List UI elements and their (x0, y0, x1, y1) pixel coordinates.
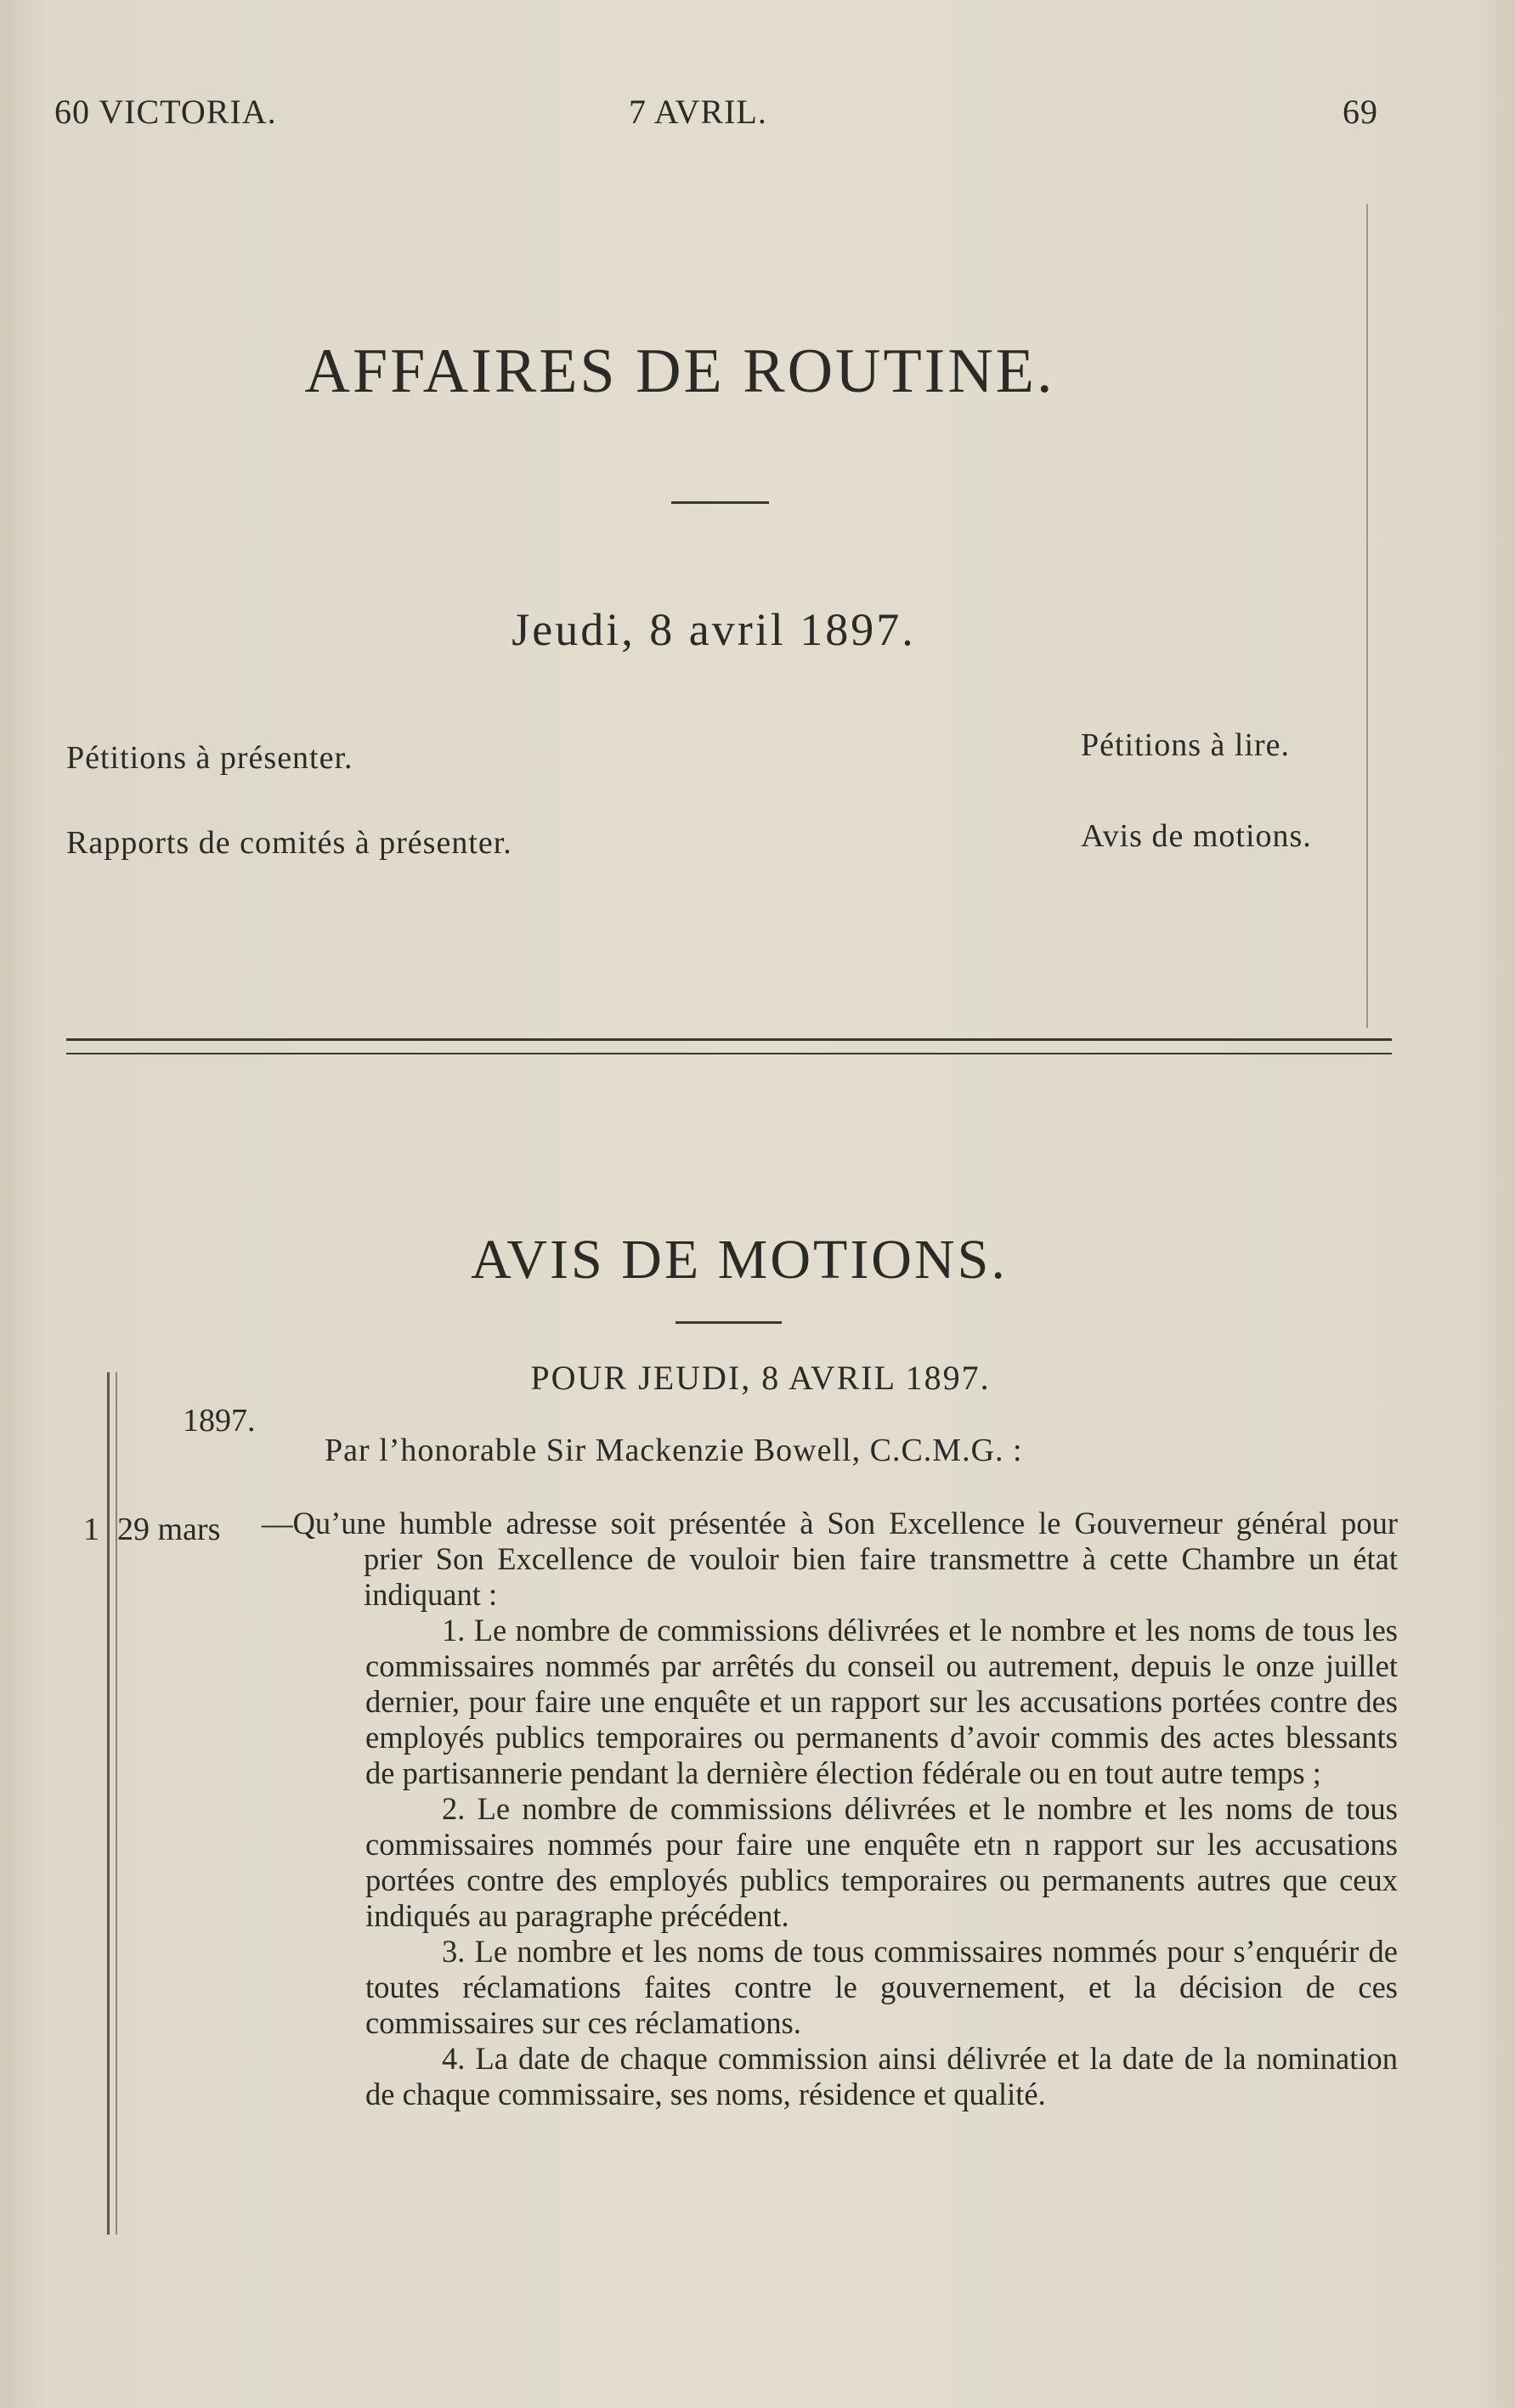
motion-paragraph-1: 1. Le nombre de commissions délivrées et le nombre et les noms de tous les commissaires nommés par arrêtés du conseil ou autrement, depuis le onze juillet dernier, pour faire une enquête et un rapport sur les accusations portées contre des employés publics temporaires ou permanents d’avoir commis des actes blessants de partisannerie pendant la dernière élection fédérale ou en tout autre temps ; (365, 1613, 1398, 1790)
motion-date: 29 mars (117, 1512, 221, 1547)
motion-number: 1 (83, 1512, 99, 1547)
motion-lead: —Qu’une humble adresse soit présentée à Son Excellence le Gouverneur général pour prier Son Excellence de vouloir bien faire transmettre à cette Chambre un état indiquant : (262, 1506, 1398, 1612)
routine-title: AFFAIRES DE ROUTINE. (304, 336, 1055, 406)
margin-bracket-inner (116, 1372, 117, 2235)
motions-title-divider (676, 1321, 782, 1324)
routine-item-petitions-present: Pétitions à présenter. (66, 740, 353, 776)
routine-item-petitions-read: Pétitions à lire. (1081, 727, 1291, 763)
motion-paragraph-4: 4. La date de chaque commission ainsi délivrée et la date de la nomination de chaque commissaire, ses noms, résidence et qualité. (365, 2041, 1398, 2111)
routine-item-committee-reports: Rapports de comités à présenter. (66, 825, 512, 861)
routine-date: Jeudi, 8 avril 1897. (512, 604, 916, 655)
motion-author: Par l’honorable Sir Mackenzie Bowell, C.C.M.G. : (325, 1433, 1023, 1468)
motion-paragraph-3: 3. Le nombre et les noms de tous commissaires nommés pour s’enquérir de toutes réclamations faites contre le gouvernement, et la décision de ces commissaires sur ces réclamations. (365, 1934, 1398, 2040)
routine-item-notices-motions: Avis de motions. (1081, 818, 1312, 854)
motions-subtitle: POUR JEUDI, 8 AVRIL 1897. (530, 1359, 991, 1397)
running-head-center: 7 AVRIL. (629, 93, 767, 131)
motions-year: 1897. (183, 1403, 256, 1439)
margin-bracket (107, 1372, 110, 2235)
motion-body (262, 1506, 1398, 2112)
running-head-left: 60 VICTORIA. (54, 93, 277, 131)
title-divider (671, 501, 769, 504)
motion-paragraph-2: 2. Le nombre de commissions délivrées et le nombre et les noms de tous commissaires nommés pour faire une enquête etn n rapport sur les accusations portées contre des employés publics temporaires ou permanents autres que ceux indiqués au paragraphe précédent. (365, 1791, 1398, 1933)
page-number: 69 (1343, 93, 1378, 131)
motions-title: AVIS DE MOTIONS. (471, 1229, 1008, 1291)
margin-rule (1366, 204, 1368, 1028)
section-divider (66, 1038, 1392, 1054)
